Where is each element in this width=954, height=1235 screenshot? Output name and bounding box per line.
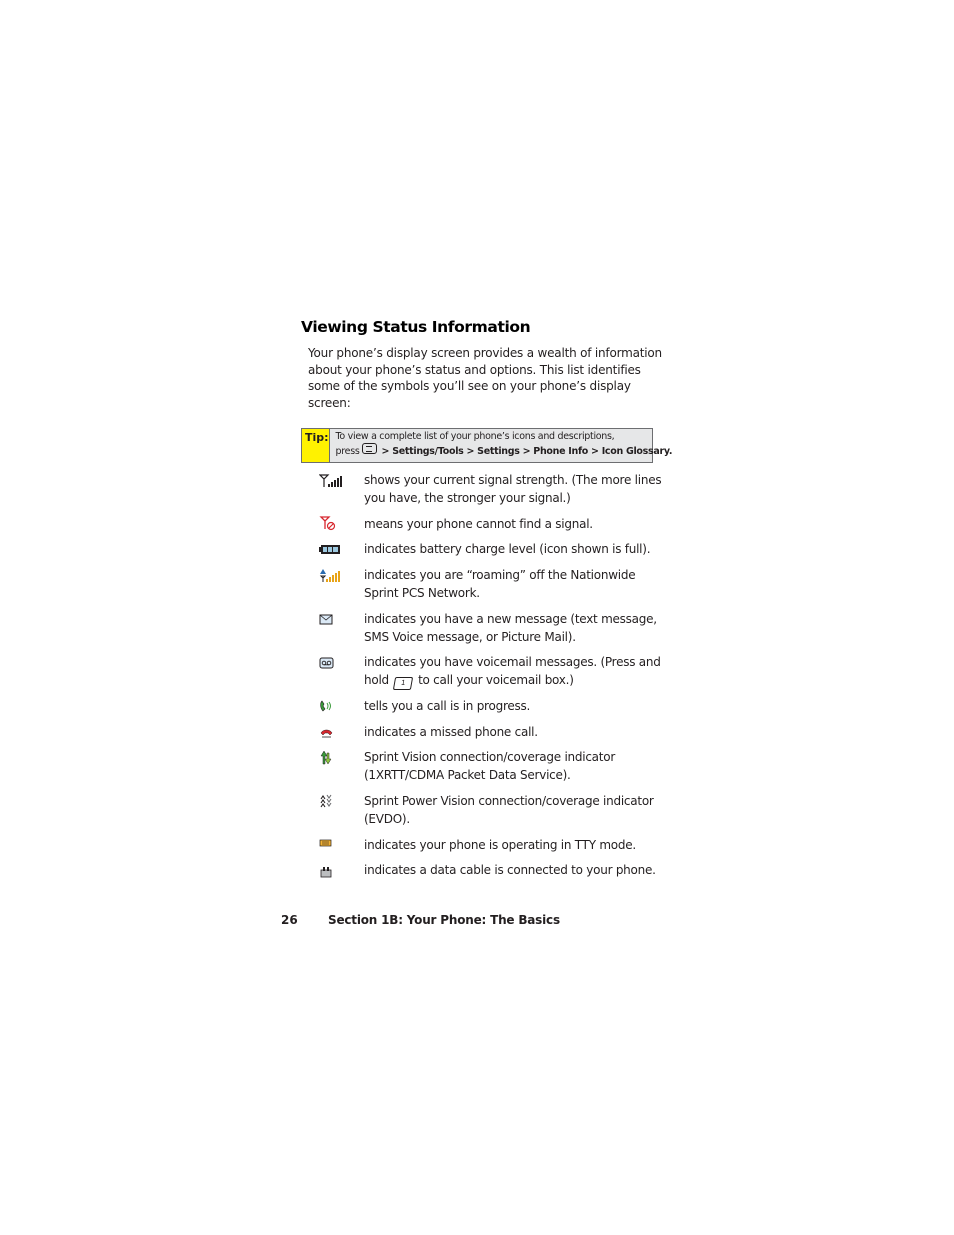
voicemail-text-after: to call your voicemail box.) bbox=[418, 673, 574, 687]
page-number: 26 bbox=[281, 913, 298, 927]
voicemail-key-icon: 1 bbox=[393, 677, 413, 690]
list-item-text: means your phone cannot find a signal. bbox=[364, 517, 593, 531]
missed-call-icon bbox=[319, 726, 349, 742]
intro-paragraph: Your phone’s display screen provides a wealth of information about your phone’s status and options. This list identifies some of the symbols you’ll see on your phone’s display screen: bbox=[308, 346, 662, 410]
no-signal-icon bbox=[319, 516, 349, 532]
list-item-text: indicates you are “roaming” off the Nationwide Sprint PCS Network. bbox=[364, 568, 636, 600]
list-item-text: indicates your phone is operating in TTY mode. bbox=[364, 838, 636, 852]
battery-full-icon bbox=[319, 544, 349, 560]
power-vision-icon bbox=[319, 794, 349, 810]
list-item-text: indicates a missed phone call. bbox=[364, 725, 538, 739]
tip-line-2 bbox=[336, 443, 673, 458]
list-item-text: shows your current signal strength. (The more lines you have, the stronger your signal.) bbox=[364, 473, 662, 505]
data-cable-icon bbox=[319, 866, 349, 882]
voicemail-icon bbox=[319, 657, 349, 673]
section-title: Section 1B: Your Phone: The Basics bbox=[328, 913, 560, 927]
signal-strength-icon bbox=[319, 474, 349, 490]
list-item-text: Sprint Power Vision connection/coverage indicator (EVDO). bbox=[364, 794, 654, 826]
sprint-vision-icon bbox=[319, 750, 349, 766]
page-heading: Viewing Status Information bbox=[301, 318, 531, 336]
tip-line-1: To view a complete list of your phone’s icons and descriptions, bbox=[335, 431, 615, 442]
tip-label: Tip: bbox=[302, 429, 330, 462]
tip-press-label: press bbox=[335, 446, 360, 457]
list-item-text: Sprint Vision connection/coverage indicator (1XRTT/CDMA Packet Data Service). bbox=[364, 750, 616, 782]
call-in-progress-icon bbox=[319, 699, 349, 715]
tty-mode-icon bbox=[319, 838, 349, 854]
new-message-icon bbox=[319, 614, 349, 630]
voicemail-text-before: indicates you have voicemail messages. (Press and hold bbox=[364, 655, 661, 687]
tip-menu-path: > Settings/Tools > Settings > Phone Info > Icon Glossary. bbox=[378, 446, 673, 457]
roaming-icon bbox=[319, 568, 349, 584]
list-item-text: indicates battery charge level (icon shown is full). bbox=[364, 542, 651, 556]
tip-box bbox=[301, 428, 673, 463]
tip-text bbox=[330, 429, 673, 462]
list-item-text: indicates you have a new message (text message, SMS Voice message, or Picture Mail). bbox=[364, 612, 657, 644]
list-item-text: tells you a call is in progress. bbox=[364, 699, 531, 713]
list-item-text bbox=[364, 653, 664, 690]
list-item-text: indicates a data cable is connected to your phone. bbox=[364, 863, 656, 877]
menu-key-icon bbox=[362, 443, 377, 454]
